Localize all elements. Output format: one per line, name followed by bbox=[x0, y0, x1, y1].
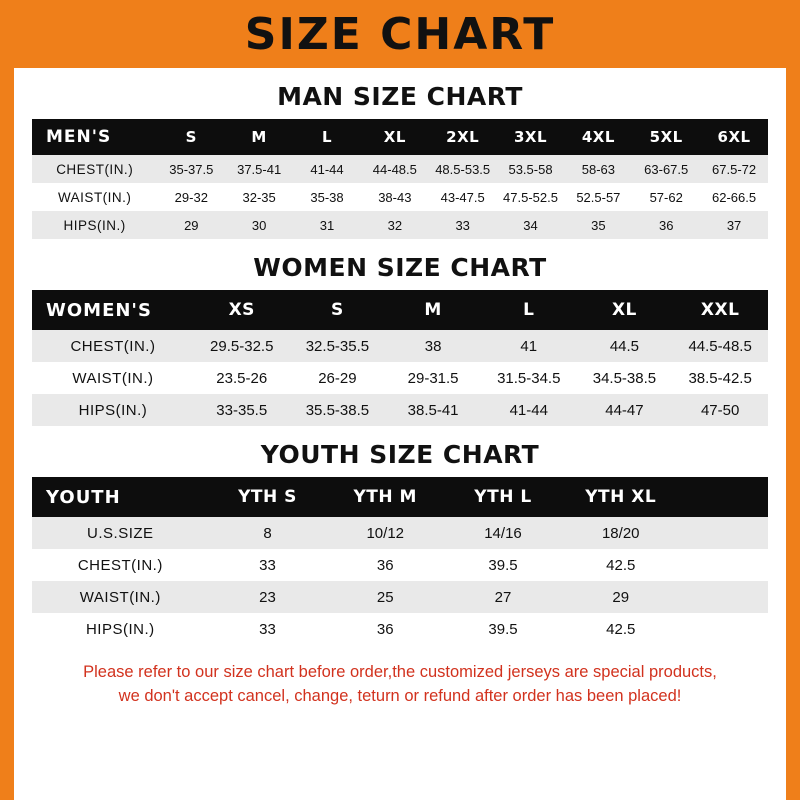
order-notice bbox=[42, 661, 758, 709]
youth-r2-c2: 27 bbox=[444, 581, 562, 613]
youth-row-1-label: CHEST(IN.) bbox=[32, 549, 209, 581]
youth-r3-c2: 39.5 bbox=[444, 613, 562, 645]
page-banner bbox=[0, 0, 800, 68]
youth-row-2-label: WAIST(IN.) bbox=[32, 581, 209, 613]
women-r0-c0: 29.5-32.5 bbox=[194, 330, 290, 362]
women-r2-c1: 35.5-38.5 bbox=[290, 394, 386, 426]
men-r1-c7: 57-62 bbox=[632, 183, 700, 211]
men-r0-c7: 63-67.5 bbox=[632, 155, 700, 183]
men-r1-c6: 52.5-57 bbox=[564, 183, 632, 211]
notice-line-1: Please refer to our size chart before order,the customized jerseys are special products, bbox=[83, 663, 717, 681]
men-row-1-label: WAIST(IN.) bbox=[32, 183, 157, 211]
youth-r1-c4 bbox=[680, 549, 768, 581]
men-r0-c1: 37.5-41 bbox=[225, 155, 293, 183]
youth-r2-c3: 29 bbox=[562, 581, 680, 613]
table-row bbox=[32, 211, 768, 239]
women-r2-c5: 47-50 bbox=[672, 394, 768, 426]
men-col-0: S bbox=[157, 119, 225, 155]
women-col-4: XL bbox=[577, 290, 673, 330]
table-row bbox=[32, 155, 768, 183]
men-col-6: 4XL bbox=[564, 119, 632, 155]
women-row-label-header: WOMEN'S bbox=[32, 290, 194, 330]
table-row bbox=[32, 517, 768, 549]
youth-col-1: YTH M bbox=[326, 477, 444, 517]
women-r0-c2: 38 bbox=[385, 330, 481, 362]
section-title-youth: YOUTH SIZE CHART bbox=[260, 440, 540, 469]
women-col-1: S bbox=[290, 290, 386, 330]
table-row bbox=[32, 362, 768, 394]
men-col-7: 5XL bbox=[632, 119, 700, 155]
women-r1-c2: 29-31.5 bbox=[385, 362, 481, 394]
youth-size-table bbox=[32, 477, 768, 645]
men-r1-c4: 43-47.5 bbox=[429, 183, 497, 211]
men-col-1: M bbox=[225, 119, 293, 155]
women-r0-c3: 41 bbox=[481, 330, 577, 362]
table-row bbox=[32, 581, 768, 613]
men-r1-c8: 62-66.5 bbox=[700, 183, 768, 211]
men-r0-c5: 53.5-58 bbox=[497, 155, 565, 183]
men-r1-c1: 32-35 bbox=[225, 183, 293, 211]
men-row-0-label: CHEST(IN.) bbox=[32, 155, 157, 183]
youth-col-3: YTH XL bbox=[562, 477, 680, 517]
women-r1-c3: 31.5-34.5 bbox=[481, 362, 577, 394]
men-r2-c7: 36 bbox=[632, 211, 700, 239]
youth-r0-c2: 14/16 bbox=[444, 517, 562, 549]
women-r1-c5: 38.5-42.5 bbox=[672, 362, 768, 394]
table-row bbox=[32, 183, 768, 211]
men-r0-c2: 41-44 bbox=[293, 155, 361, 183]
men-r0-c6: 58-63 bbox=[564, 155, 632, 183]
men-r2-c8: 37 bbox=[700, 211, 768, 239]
women-col-3: L bbox=[481, 290, 577, 330]
youth-r0-c1: 10/12 bbox=[326, 517, 444, 549]
women-r1-c0: 23.5-26 bbox=[194, 362, 290, 394]
men-r0-c0: 35-37.5 bbox=[157, 155, 225, 183]
youth-r2-c4 bbox=[680, 581, 768, 613]
notice-line-2: we don't accept cancel, change, teturn or refund after order has been placed! bbox=[118, 686, 682, 705]
men-row-2-label: HIPS(IN.) bbox=[32, 211, 157, 239]
men-r1-c3: 38-43 bbox=[361, 183, 429, 211]
women-row-2-label: HIPS(IN.) bbox=[32, 394, 194, 426]
women-r1-c1: 26-29 bbox=[290, 362, 386, 394]
youth-r2-c1: 25 bbox=[326, 581, 444, 613]
men-r1-c5: 47.5-52.5 bbox=[497, 183, 565, 211]
table-row bbox=[32, 549, 768, 581]
women-col-5: XXL bbox=[672, 290, 768, 330]
table-row bbox=[32, 613, 768, 645]
men-r2-c2: 31 bbox=[293, 211, 361, 239]
men-col-4: 2XL bbox=[429, 119, 497, 155]
men-header-row bbox=[32, 119, 768, 155]
women-col-2: M bbox=[385, 290, 481, 330]
youth-col-4 bbox=[680, 477, 768, 517]
women-r2-c0: 33-35.5 bbox=[194, 394, 290, 426]
women-col-0: XS bbox=[194, 290, 290, 330]
section-title-women: WOMEN SIZE CHART bbox=[253, 253, 547, 282]
men-r0-c4: 48.5-53.5 bbox=[429, 155, 497, 183]
men-r2-c0: 29 bbox=[157, 211, 225, 239]
women-r1-c4: 34.5-38.5 bbox=[577, 362, 673, 394]
table-row bbox=[32, 330, 768, 362]
women-size-table bbox=[32, 290, 768, 426]
men-row-label-header: MEN'S bbox=[32, 119, 157, 155]
youth-row-0-label: U.S.SIZE bbox=[32, 517, 209, 549]
youth-r0-c3: 18/20 bbox=[562, 517, 680, 549]
youth-r3-c4 bbox=[680, 613, 768, 645]
women-r0-c1: 32.5-35.5 bbox=[290, 330, 386, 362]
women-r0-c5: 44.5-48.5 bbox=[672, 330, 768, 362]
youth-row-label-header: YOUTH bbox=[32, 477, 209, 517]
women-r2-c2: 38.5-41 bbox=[385, 394, 481, 426]
page-title: SIZE CHART bbox=[244, 8, 556, 60]
women-row-1-label: WAIST(IN.) bbox=[32, 362, 194, 394]
youth-r3-c3: 42.5 bbox=[562, 613, 680, 645]
women-header-row bbox=[32, 290, 768, 330]
men-size-table bbox=[32, 119, 768, 239]
women-r0-c4: 44.5 bbox=[577, 330, 673, 362]
men-r1-c0: 29-32 bbox=[157, 183, 225, 211]
men-r2-c1: 30 bbox=[225, 211, 293, 239]
women-r2-c4: 44-47 bbox=[577, 394, 673, 426]
men-r2-c6: 35 bbox=[564, 211, 632, 239]
women-row-0-label: CHEST(IN.) bbox=[32, 330, 194, 362]
youth-r1-c2: 39.5 bbox=[444, 549, 562, 581]
men-col-2: L bbox=[293, 119, 361, 155]
youth-row-3-label: HIPS(IN.) bbox=[32, 613, 209, 645]
women-r2-c3: 41-44 bbox=[481, 394, 577, 426]
youth-header-row bbox=[32, 477, 768, 517]
men-r1-c2: 35-38 bbox=[293, 183, 361, 211]
youth-r1-c1: 36 bbox=[326, 549, 444, 581]
youth-r1-c0: 33 bbox=[209, 549, 327, 581]
men-r2-c3: 32 bbox=[361, 211, 429, 239]
men-r0-c3: 44-48.5 bbox=[361, 155, 429, 183]
youth-r2-c0: 23 bbox=[209, 581, 327, 613]
men-col-8: 6XL bbox=[700, 119, 768, 155]
youth-col-0: YTH S bbox=[209, 477, 327, 517]
youth-r1-c3: 42.5 bbox=[562, 549, 680, 581]
youth-col-2: YTH L bbox=[444, 477, 562, 517]
section-title-men: MAN SIZE CHART bbox=[277, 82, 523, 111]
youth-r3-c0: 33 bbox=[209, 613, 327, 645]
men-r2-c4: 33 bbox=[429, 211, 497, 239]
men-r2-c5: 34 bbox=[497, 211, 565, 239]
men-col-3: XL bbox=[361, 119, 429, 155]
table-row bbox=[32, 394, 768, 426]
chart-content bbox=[14, 82, 786, 709]
youth-r0-c4 bbox=[680, 517, 768, 549]
youth-r3-c1: 36 bbox=[326, 613, 444, 645]
youth-r0-c0: 8 bbox=[209, 517, 327, 549]
men-col-5: 3XL bbox=[497, 119, 565, 155]
men-r0-c8: 67.5-72 bbox=[700, 155, 768, 183]
